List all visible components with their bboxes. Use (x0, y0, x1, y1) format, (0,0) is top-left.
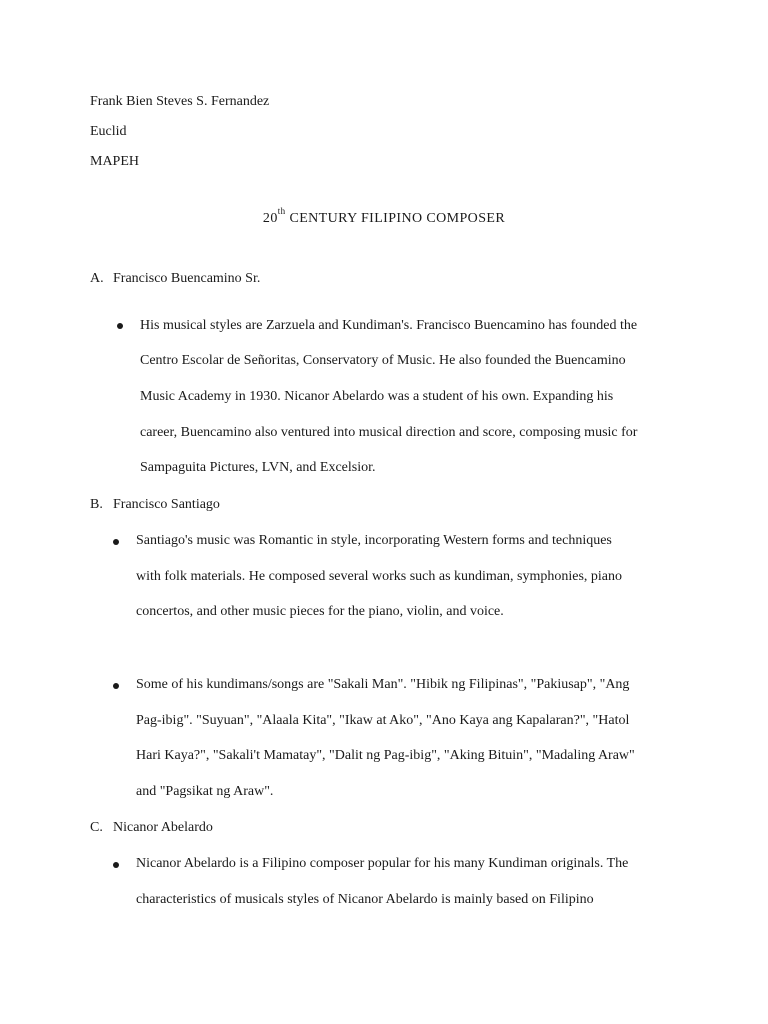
paragraph-line: career, Buencamino also ventured into musical direction and score, composing music for (140, 425, 638, 440)
paragraph-line: with folk materials. He composed several works such as kundiman, symphonies, piano (136, 569, 623, 584)
section-heading-b (90, 497, 220, 513)
paragraph-line: concertos, and other music pieces for the piano, violin, and voice. (136, 604, 504, 619)
paragraph-line: Hari Kaya?", "Sakali't Mamatay", "Dalit ng Pag-ibig", "Aking Bituin", "Madaling Araw" (136, 748, 635, 763)
paragraph-line: Music Academy in 1930. Nicanor Abelardo was a student of his own. Expanding his (140, 389, 614, 404)
bullet-icon (113, 539, 119, 545)
section-title: Nicanor Abelardo (113, 820, 213, 835)
document-title (0, 206, 768, 227)
section-letter: A. (90, 271, 104, 286)
section-name: Euclid (90, 124, 127, 139)
author-name: Frank Bien Steves S. Fernandez (90, 94, 270, 109)
paragraph-line: Santiago's music was Romantic in style, incorporating Western forms and techniques (136, 533, 612, 548)
paragraph-line: His musical styles are Zarzuela and Kundiman's. Francisco Buencamino has founded the (140, 318, 638, 333)
paragraph-line: Nicanor Abelardo is a Filipino composer popular for his many Kundiman originals. The (136, 856, 629, 871)
paragraph-line: Centro Escolar de Señoritas, Conservatory of Music. He also founded the Buencamino (140, 353, 626, 368)
paragraph-line: Pag-ibig". "Suyuan", "Alaala Kita", "Ikaw at Ako", "Ano Kaya ang Kapalaran?", "Hatol (136, 713, 630, 728)
title-number: 20 (262, 211, 278, 226)
title-text: CENTURY FILIPINO COMPOSER (289, 211, 506, 226)
subject-name: MAPEH (90, 154, 140, 169)
bullet-icon (117, 323, 123, 329)
bullet-icon (113, 683, 119, 689)
section-heading-c (90, 820, 213, 836)
section-letter: B. (90, 497, 103, 512)
title-suffix: th (277, 206, 286, 217)
paragraph-line: Sampaguita Pictures, LVN, and Excelsior. (140, 460, 376, 475)
section-heading-a (90, 271, 260, 287)
paragraph-line: characteristics of musicals styles of Nicanor Abelardo is mainly based on Filipino (136, 892, 594, 907)
paragraph-line: Some of his kundimans/songs are "Sakali Man". "Hibik ng Filipinas", "Pakiusap", "Ang (136, 677, 630, 692)
section-title: Francisco Santiago (113, 497, 220, 512)
bullet-icon (113, 862, 119, 868)
paragraph-line: and "Pagsikat ng Araw". (136, 784, 274, 799)
section-title: Francisco Buencamino Sr. (113, 271, 261, 286)
section-letter: C. (90, 820, 103, 835)
